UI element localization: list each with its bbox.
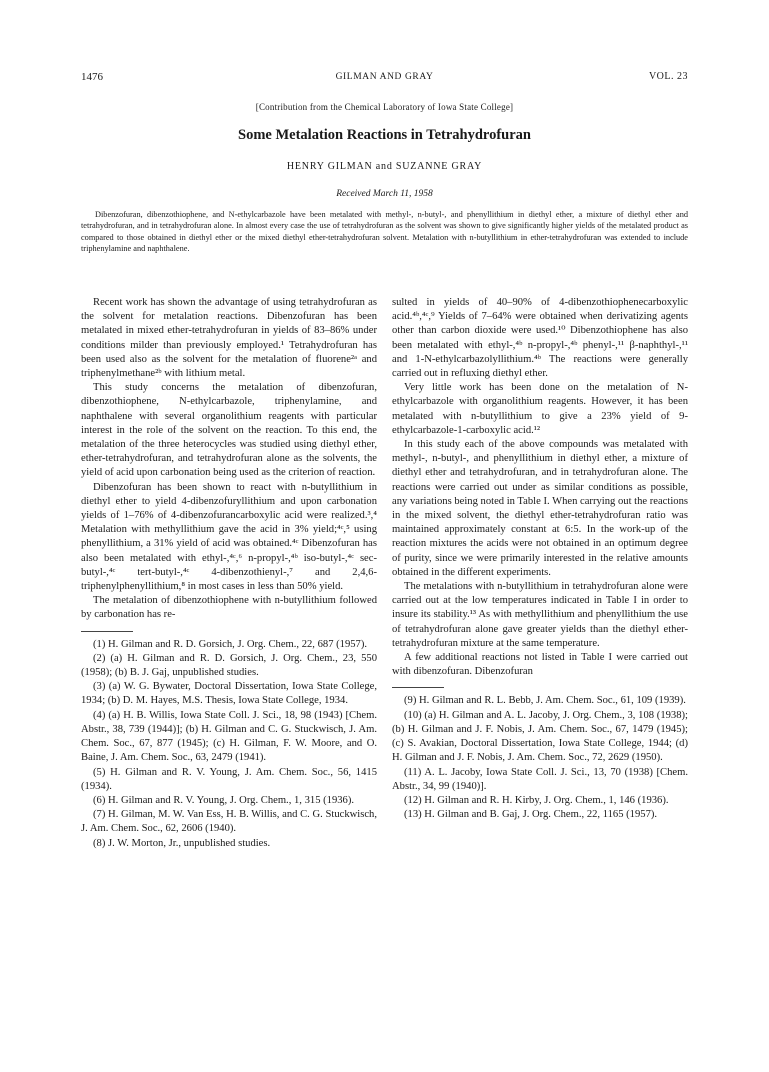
body-paragraph: sulted in yields of 40–90% of 4-dibenzothiophenecarboxylic acid.⁴ᵇ,⁴ᶜ,⁹ Yields of 7–64% were obtained when derivatizing agents other than carbon dioxide were used.¹⁰ Dibenzothiophene has also been metalated with ethyl-,⁴ᵇ n-propyl-,⁴ᵇ phenyl-,¹¹ β-naphthyl-,¹¹ and 1-N-ethylcarbazolyllithium.⁴ᵇ The reactions were generally carried out in refluxing diethyl ether. bbox=[392, 297, 688, 380]
footnote: (8) J. W. Morton, Jr., unpublished studies. bbox=[93, 837, 271, 849]
body-paragraph: This study concerns the metalation of dibenzofuran, dibenzothiophene, N-ethylcarbazole, triphenylamine, and naphthalene with several organolithium reagents with particular interest in the role of the solvent on the reaction. To this end, the metalation of the three heterocycles was studied using diethyl ether, ether-tetrahydrofuran, and tetrahydrofuran alone as the solvents, the yield of acid upon carbonation being used as the criterion of reaction. bbox=[81, 382, 377, 479]
body-paragraph: Recent work has shown the advantage of using tetrahydrofuran as the solvent for metalation reactions. Dibenzofuran has been metalated in mixed ether-tetrahydrofuran in yields of 83–86% under conditions milder than previously employed.¹ Tetrahydrofuran has been used also as the solvent for the metalation of fluorene²ᵃ and triphenylmethane²ᵇ with lithium metal. bbox=[81, 297, 377, 380]
footnote-divider bbox=[81, 631, 133, 632]
received-date: Received March 11, 1958 bbox=[336, 189, 433, 199]
running-head bbox=[81, 70, 688, 84]
footnote: (1) H. Gilman and R. D. Gorsich, J. Org. Chem., 22, 687 (1957). bbox=[93, 638, 368, 650]
abstract: Dibenzofuran, dibenzothiophene, and N-ethylcarbazole have been metalated with methyl-, n-butyl-, and phenyllithium in diethyl ether, a mixture of diethyl ether and tetrahydrofuran, and in tetrahydrofuran alone. In almost every case the use of tetrahydrofuran as the solvent was shown to give significantly higher yields of the metalated product as compared to those obtained in diethyl ether or the mixed diethyl ether-tetrahydrofuran solvent. Metalation with n-butyllithium in ether-tetrahydrofuran was extended to include triphenylamine and naphthalene. bbox=[81, 210, 688, 254]
volume-number: VOL. 23 bbox=[648, 71, 688, 82]
footnote: (10) (a) H. Gilman and A. L. Jacoby, J. Org. Chem., 3, 108 (1938); (b) H. Gilman and J. F. Nobis, J. Am. Chem. Soc., 67, 1479 (1945); (c) S. Avakian, Doctoral Dissertation, Iowa State College, 1944; (d) H. Gilman and J. F. Nobis, J. Am. Chem. Soc., 72, 2629 (1950). bbox=[392, 709, 688, 764]
footnote: (6) H. Gilman and R. V. Young, J. Org. Chem., 1, 315 (1936). bbox=[93, 794, 355, 806]
footnote: (9) H. Gilman and R. L. Bebb, J. Am. Chem. Soc., 61, 109 (1939). bbox=[404, 695, 686, 707]
article-title: Some Metalation Reactions in Tetrahydrofuran bbox=[238, 127, 531, 143]
page-number: 1476 bbox=[81, 71, 103, 83]
left-column bbox=[81, 296, 377, 851]
running-head-authors: GILMAN AND GRAY bbox=[335, 72, 434, 82]
footnote: (4) (a) H. B. Willis, Iowa State Coll. J. Sci., 18, 98 (1943) [Chem. Abstr., 38, 739 (1944)]; (b) H. Gilman and C. G. Stuckwisch, J. Am. Chem. Soc., 67, 877 (1945); (c) H. Gilman, F. W. Moore, and O. Baine, J. Am. Chem. Soc., 63, 2479 (1941). bbox=[81, 709, 377, 764]
body-paragraph: Dibenzofuran has been shown to react with n-butyllithium in diethyl ether to yield 4-dibenzofuryllithium and upon carbonation yields of 1–76% of 4-dibenzofurancarboxylic acid were realized.³,⁴ Metalation with methyllithium gave the acid in 3% yield;⁴ᶜ,⁵ using phenyllithium, a 31% yield of acid was obtained.⁴ᶜ Dibenzofuran has also been metalated with ethyl-,⁴ᶜ,⁶ n-propyl-,⁴ᵇ iso-butyl-,⁴ᶜ sec-butyl-,⁴ᶜ tert-butyl-,⁴ᶜ 4-dibenzothienyl-,⁷ and 2,4,6-triphenylphenyllithium,⁸ in most cases in less than 50% yield. bbox=[81, 481, 377, 593]
footnote: (7) H. Gilman, M. W. Van Ess, H. B. Willis, and C. G. Stuckwisch, J. Am. Chem. Soc., 62, 2606 (1940). bbox=[81, 809, 377, 835]
footnote: (3) (a) W. G. Bywater, Doctoral Dissertation, Iowa State College, 1934; (b) D. M. Hayes, M.S. Thesis, Iowa State College, 1934. bbox=[81, 681, 377, 707]
body-paragraph: In this study each of the above compounds was metalated with methyl-, n-butyl-, and phenyllithium in diethyl ether, a mixture of diethyl ether and tetrahydrofuran, and in tetrahydrofuran alone. The reactions were carried out under as similar conditions as possible, any variations being noted in Table I. When carrying out the reactions in the mixed solvent, the diethyl ether-tetrahydrofuran ratio was maintained approximately constant at 6:5. In the work-up of the reaction mixtures the acids were not obtained in an optimum degree of purity, since we were primarily interested in the relative amounts obtained in the different experiments. bbox=[392, 439, 688, 578]
footnote: (12) H. Gilman and R. H. Kirby, J. Org. Chem., 1, 146 (1936). bbox=[404, 794, 669, 806]
right-column bbox=[392, 296, 688, 822]
article-authors: HENRY GILMAN and SUZANNE GRAY bbox=[286, 161, 483, 172]
body-paragraph: Very little work has been done on the metalation of N-ethylcarbazole with organolithium reagents. However, it has been metalated with n-butyllithium to give a 23% yield of 9-ethylcarbazole-1-carboxylic acid.¹² bbox=[392, 382, 688, 436]
footnote: (11) A. L. Jacoby, Iowa State Coll. J. Sci., 13, 70 (1938) [Chem. Abstr., 34, 99 (1940)]. bbox=[392, 766, 688, 792]
footnote-divider bbox=[392, 687, 444, 688]
body-paragraph: The metalation of dibenzothiophene with n-butyllithium followed by carbonation has re- bbox=[81, 595, 377, 621]
contribution-line: [Contribution from the Chemical Laboratory of Iowa State College] bbox=[255, 102, 514, 112]
body-paragraph: The metalations with n-butyllithium in tetrahydrofuran alone were carried out at the low temperatures indicated in Table I in order to insure its stability.¹³ As with methyllithium and phenyllithium the use of tetrahydrofuran alone gave greater yields than the diethyl ether-tetrahydrofuran mixture at the same temperature. bbox=[392, 581, 688, 649]
footnote: (2) (a) H. Gilman and R. D. Gorsich, J. Org. Chem., 23, 550 (1958); (b) B. J. Gaj, unpublished studies. bbox=[81, 652, 377, 679]
body-paragraph: A few additional reactions not listed in Table I were carried out with dibenzofuran. Dibenzofuran bbox=[392, 652, 688, 678]
footnote: (5) H. Gilman and R. V. Young, J. Am. Chem. Soc., 56, 1415 (1934). bbox=[81, 766, 377, 792]
footnote: (13) H. Gilman and B. Gaj, J. Org. Chem., 22, 1165 (1957). bbox=[404, 809, 658, 821]
